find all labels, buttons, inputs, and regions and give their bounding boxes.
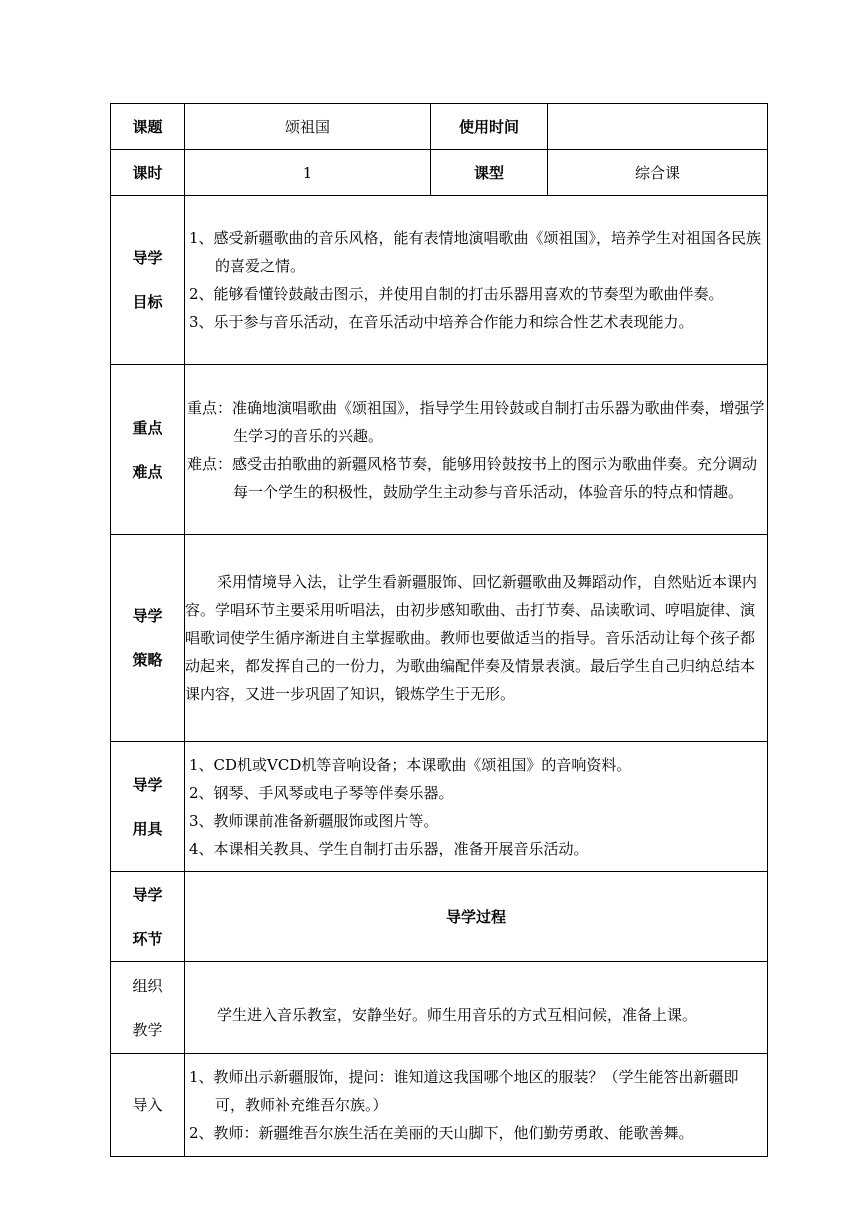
- tool-item: 2、钢琴、手风琴或电子琴等伴奏乐器。: [189, 783, 454, 802]
- topic-value: 颂祖国: [185, 104, 431, 150]
- goal-item: 2、能够看懂铃鼓敲击图示，并使用自制的打击乐器用喜欢的节奏型为歌曲伴奏。: [189, 285, 724, 303]
- tool-item: 1、CD机或VCD机等音响设备；本课歌曲《颂祖国》的音响资料。: [189, 755, 632, 774]
- keypoints-content: [185, 365, 768, 535]
- row-process: [111, 872, 768, 962]
- lesson-plan-table: [110, 103, 768, 1157]
- label-tools-line1: 导学: [132, 775, 163, 794]
- label-strategy: [111, 535, 185, 742]
- label-strategy-line2: 策略: [132, 651, 163, 669]
- goals-content: [185, 196, 768, 365]
- difficulty-text: 难点：感受击拍歌曲的新疆风格节奏，能够用铃鼓按书上的图示为歌曲伴奏。充分调动每一个学生的积极性，鼓励学生主动参与音乐活动，体验音乐的特点和情趣。: [187, 454, 758, 501]
- row-goals: [111, 196, 768, 365]
- organize-content: [185, 962, 768, 1054]
- tools-content: [185, 742, 768, 872]
- process-title: 导学过程: [185, 872, 768, 962]
- row-intro: [111, 1054, 768, 1157]
- label-organize: [111, 962, 185, 1054]
- lesson-type-value: 综合课: [548, 150, 768, 196]
- row-topic: [111, 104, 768, 150]
- label-tools: [111, 742, 185, 872]
- row-strategy: [111, 535, 768, 742]
- row-tools: [111, 742, 768, 872]
- intro-item: 2、教师：新疆维吾尔族生活在美丽的天山脚下，他们勤劳勇敢、能歌善舞。: [189, 1124, 694, 1142]
- label-goals-line1: 导学: [132, 249, 163, 267]
- usage-time-value: [548, 104, 768, 150]
- label-intro: 导入: [111, 1054, 185, 1157]
- label-process-line1: 导学: [132, 885, 163, 904]
- strategy-text: 采用情境导入法，让学生看新疆服饰、回忆新疆歌曲及舞蹈动作，自然贴近本课内容。学唱环节主要采用听唱法，由初步感知歌曲、击打节奏、品读歌词、哼唱旋律、演唱歌词使学生循序渐进自主掌握歌曲。教师也要做适当的指导。音乐活动让每个孩子都动起来，都发挥自己的一份力，为歌曲编配伴奏及情景表演。最后学生自己归纳总结本课内容，又进一步巩固了知识，锻炼学生于无形。: [185, 573, 758, 703]
- focus-text: 重点：准确地演唱歌曲《颂祖国》，指导学生用铃鼓或自制打击乐器为歌曲伴奏，增强学生学习的音乐的兴趣。: [187, 398, 765, 445]
- label-process-line2: 环节: [132, 929, 163, 948]
- goal-item: 3、乐于参与音乐活动，在音乐活动中培养合作能力和综合性艺术表现能力。: [189, 313, 694, 331]
- label-keypoints-line2: 难点: [132, 462, 163, 481]
- label-process: [111, 872, 185, 962]
- row-organize: [111, 962, 768, 1054]
- label-topic: 课题: [111, 104, 185, 150]
- label-organize-line1: 组织: [132, 976, 163, 995]
- label-keypoints-line1: 重点: [132, 418, 163, 437]
- tool-item: 4、本课相关教具、学生自制打击乐器，准备开展音乐活动。: [189, 839, 589, 858]
- intro-content: [185, 1054, 768, 1157]
- label-tools-line2: 用具: [132, 819, 163, 838]
- label-lesson-type: 课型: [431, 150, 548, 196]
- label-usage-time: 使用时间: [431, 104, 548, 150]
- goal-item: 1、感受新疆歌曲的音乐风格，能有表情地演唱歌曲《颂祖国》，培养学生对祖国各民族的喜爱之情。: [189, 229, 762, 275]
- row-period: [111, 150, 768, 196]
- label-keypoints: [111, 365, 185, 535]
- organize-text: 学生进入音乐教室，安静坐好。师生用音乐的方式互相问候，准备上课。: [217, 1005, 698, 1024]
- row-keypoints: [111, 365, 768, 535]
- period-value: 1: [185, 150, 431, 196]
- strategy-content: [185, 535, 768, 742]
- label-organize-line2: 教学: [132, 1020, 163, 1039]
- intro-item: 1、教师出示新疆服饰，提问：谁知道这我国哪个地区的服装？（学生能答出新疆即可，教师补充维吾尔族。）: [189, 1068, 739, 1114]
- label-period: 课时: [111, 150, 185, 196]
- tool-item: 3、教师课前准备新疆服饰或图片等。: [189, 811, 439, 830]
- label-goals-line2: 目标: [132, 293, 163, 311]
- label-goals: [111, 196, 185, 365]
- label-strategy-line1: 导学: [132, 607, 163, 625]
